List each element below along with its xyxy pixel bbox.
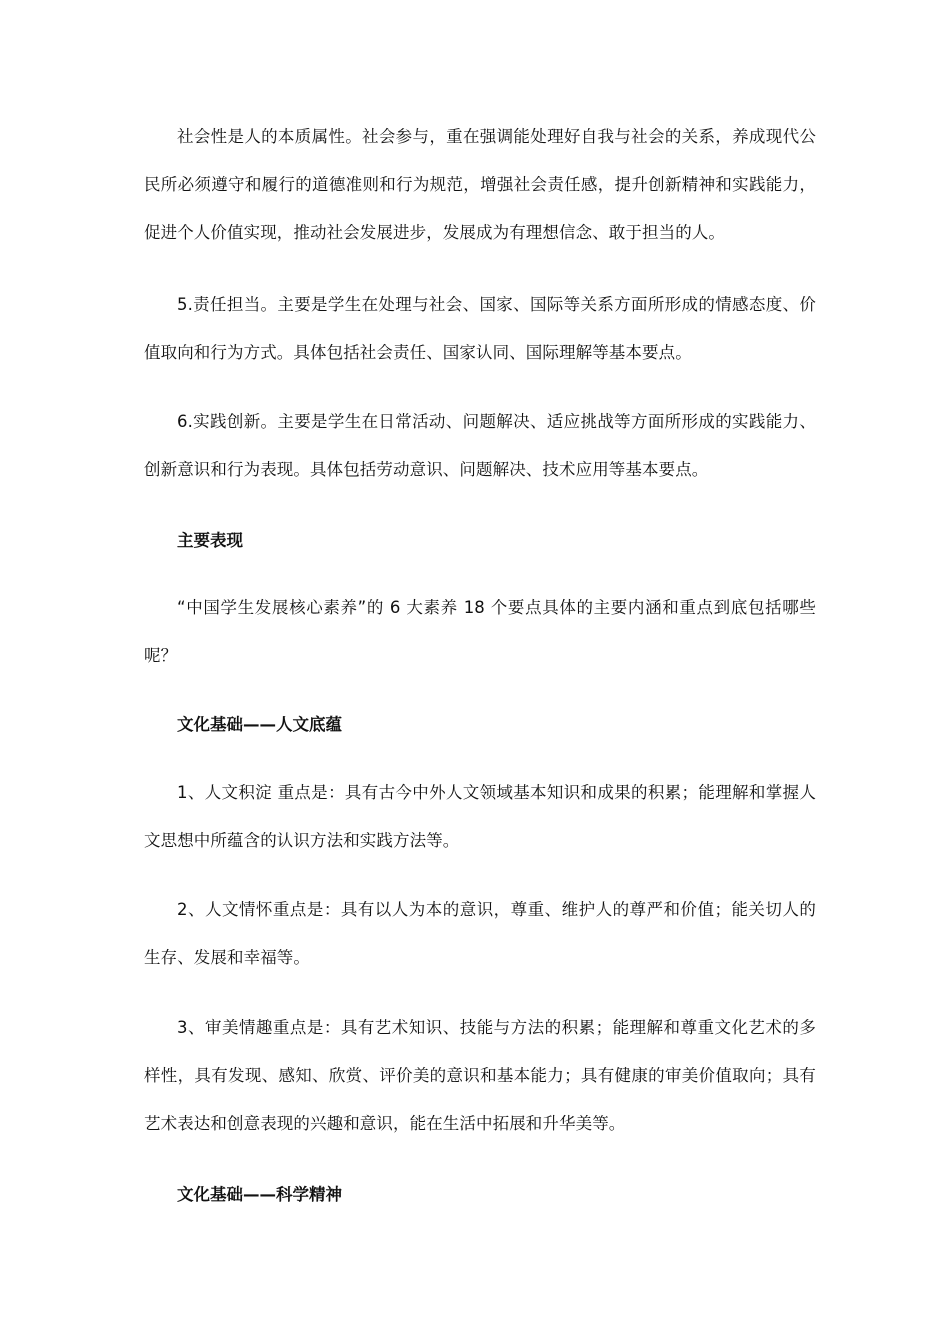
heading-humanistic-foundation: 文化基础——人文底蕴 <box>177 715 342 734</box>
paragraph-aesthetic-taste: 3、审美情趣重点是：具有艺术知识、技能与方法的积累；能理解和尊重文化艺术的多样性，具有发现、感知、欣赏、评价美的意识和基本能力；具有健康的审美价值取向；具有艺术表达和创意表现的兴趣和意识，能在生活中拓展和升华美等。 <box>144 1018 816 1133</box>
paragraph-humanistic-accumulation: 1、人文积淀 重点是：具有古今中外人文领域基本知识和成果的积累；能理解和掌握人文思想中所蕴含的认识方法和实践方法等。 <box>144 783 816 850</box>
heading-main-performance: 主要表现 <box>177 531 243 550</box>
heading-scientific-spirit: 文化基础——科学精神 <box>177 1185 342 1204</box>
paragraph-practice-innovation: 6.实践创新。主要是学生在日常活动、问题解决、适应挑战等方面所形成的实践能力、创新意识和行为表现。具体包括劳动意识、问题解决、技术应用等基本要点。 <box>144 412 816 479</box>
paragraph-responsibility: 5.责任担当。主要是学生在处理与社会、国家、国际等关系方面所形成的情感态度、价值取向和行为方式。具体包括社会责任、国家认同、国际理解等基本要点。 <box>144 295 816 362</box>
paragraph-humanistic-care: 2、人文情怀重点是：具有以人为本的意识，尊重、维护人的尊严和价值；能关切人的生存、发展和幸福等。 <box>144 900 816 967</box>
paragraph-social-participation: 社会性是人的本质属性。社会参与，重在强调能处理好自我与社会的关系，养成现代公民所必须遵守和履行的道德准则和行为规范，增强社会责任感，提升创新精神和实践能力，促进个人价值实现，推动社会发展进步，发展成为有理想信念、敢于担当的人。 <box>144 127 816 242</box>
paragraph-core-literacy-question: “中国学生发展核心素养”的 6 大素养 18 个要点具体的主要内涵和重点到底包括哪些呢？ <box>144 598 816 665</box>
